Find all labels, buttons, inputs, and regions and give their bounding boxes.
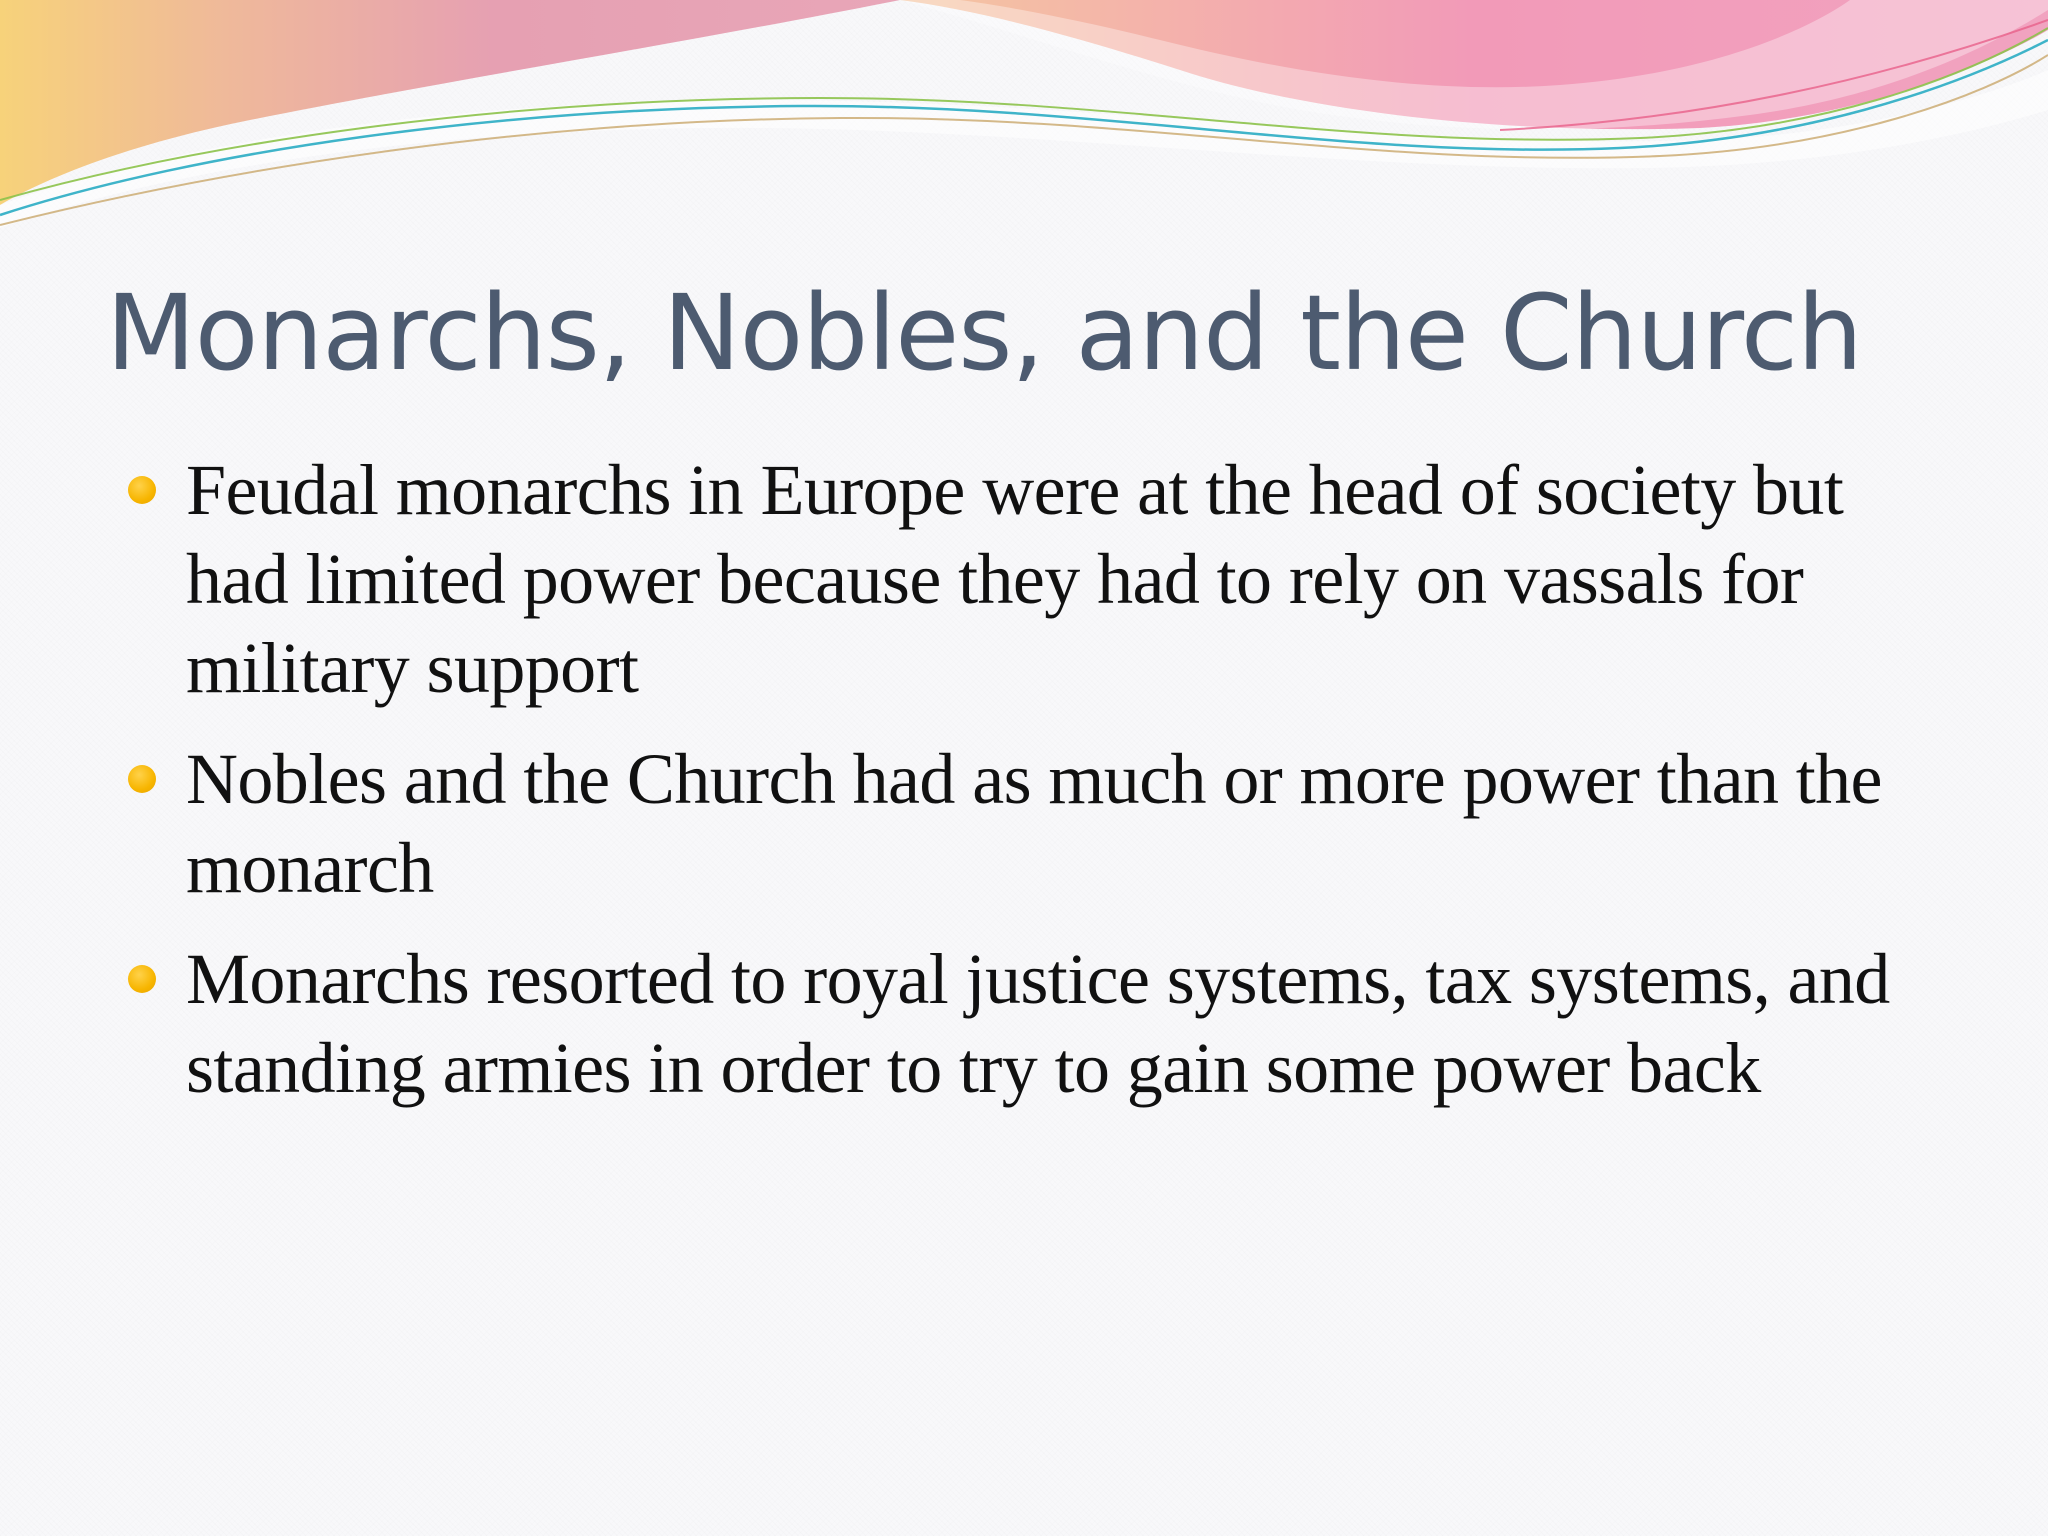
bullet-dot-icon [128,765,156,793]
bullet-text: Feudal monarchs in Europe were at the head of society but had limited power because they had to rely on vassals for military support [186,450,1844,708]
bullet-dot-icon [128,965,156,993]
bullet-item [128,735,1928,913]
bullet-list [128,446,1928,1135]
slide-title: Monarchs, Nobles, and the Church [106,272,1862,394]
bullet-item [128,446,1928,713]
bullet-dot-icon [128,476,156,504]
decorative-header-wave [0,0,2048,240]
bullet-text: Monarchs resorted to royal justice systems, tax systems, and standing armies in order to try to gain some power back [186,939,1890,1108]
bullet-item [128,935,1928,1113]
bullet-text: Nobles and the Church had as much or more power than the monarch [186,739,1882,908]
